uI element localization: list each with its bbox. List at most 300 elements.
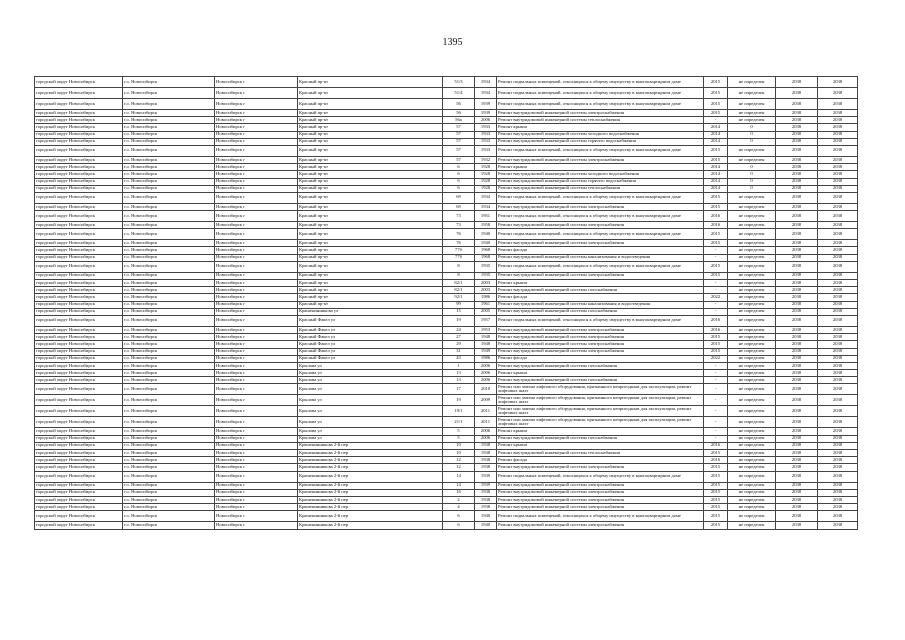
work-type-cell: Ремонт подвальных помещений, относящихся к общему имуществу в многоквартирном доме [497,88,704,99]
period-to-cell: 2038 [818,482,858,489]
fact-year-cell: не определен [728,99,776,110]
work-type-cell: Ремонт внутридомовой инженерной системы горячего водоснабжения [497,138,704,145]
table-row [35,229,858,240]
planned-year-cell: 2015 [704,145,728,156]
work-type-cell: Ремонт фасада [497,355,704,362]
table-row [35,428,858,435]
municipality-cell: городской округ Новосибирск [35,185,123,192]
locality-cell: Новосибирск г [215,261,298,272]
build-year-cell: 1938 [475,457,497,464]
period-to-cell: 2038 [818,185,858,192]
district-cell: г.о. Новосибирск [123,280,215,287]
work-type-cell: Ремонт фасада [497,294,704,301]
locality-cell: Новосибирск г [215,326,298,333]
locality-cell: Новосибирск г [215,229,298,240]
street-cell: Крылова ул [298,406,443,417]
locality-cell: Новосибирск г [215,496,298,503]
period-from-cell: 2038 [776,185,818,192]
work-type-cell: Ремонт крыши [497,442,704,449]
house-number-cell: 82/1 [443,287,475,294]
street-cell: Красный пр-кт [298,272,443,279]
planned-year-cell: 2016 [704,457,728,464]
period-to-cell: 2038 [818,355,858,362]
district-cell: г.о. Новосибирск [123,370,215,377]
period-to-cell: 2038 [818,117,858,124]
period-from-cell: 2038 [776,88,818,99]
planned-year-cell: 2016 [704,442,728,449]
planned-year-cell: 2015 [704,348,728,355]
work-type-cell: Ремонт подвальных помещений, относящихся к общему имуществу в многоквартирном доме [497,145,704,156]
table-row [35,301,858,308]
street-cell: Красный пр-кт [298,88,443,99]
table-row [35,315,858,326]
build-year-cell: 1928 [475,178,497,185]
build-year-cell: 2003 [475,287,497,294]
table-row [35,280,858,287]
district-cell: г.о. Новосибирск [123,496,215,503]
period-to-cell: 2038 [818,326,858,333]
street-cell: Красный пр-кт [298,124,443,131]
municipality-cell: городской округ Новосибирск [35,280,123,287]
district-cell: г.о. Новосибирск [123,203,215,210]
period-to-cell: 2038 [818,222,858,229]
street-cell: Крылова ул [298,435,443,442]
table-row [35,450,858,457]
planned-year-cell: 2015 [704,77,728,88]
work-type-cell: Ремонт подвальных помещений, относящихся к общему имуществу в многоквартирном доме [497,229,704,240]
table-row [35,138,858,145]
street-cell: Красный пр-кт [298,164,443,171]
work-type-cell: Ремонт или замена лифтового оборудования, признанного непригодным для эксплуатации, ремонт лифтовых шахт [497,384,704,395]
locality-cell: Новосибирск г [215,457,298,464]
period-from-cell: 2038 [776,171,818,178]
fact-year-cell: не определен [728,435,776,442]
build-year-cell: 2009 [475,395,497,406]
work-type-cell: Ремонт фасада [497,457,704,464]
municipality-cell: городской округ Новосибирск [35,522,123,529]
fact-year-cell: не определен [728,482,776,489]
district-cell: г.о. Новосибирск [123,254,215,261]
street-cell: Крашенинникова 2-й пер [298,504,443,511]
district-cell: г.о. Новосибирск [123,489,215,496]
municipality-cell: городской округ Новосибирск [35,435,123,442]
locality-cell: Новосибирск г [215,117,298,124]
street-cell: Крашенинникова 2-й пер [298,464,443,471]
house-number-cell: 73 [443,222,475,229]
work-type-cell: Ремонт фасада [497,247,704,254]
district-cell: г.о. Новосибирск [123,464,215,471]
municipality-cell: городской округ Новосибирск [35,203,123,210]
district-cell: г.о. Новосибирск [123,229,215,240]
locality-cell: Новосибирск г [215,192,298,203]
planned-year-cell: 2015 [704,450,728,457]
municipality-cell: городской округ Новосибирск [35,171,123,178]
build-year-cell: 1928 [475,185,497,192]
locality-cell: Новосибирск г [215,428,298,435]
street-cell: Крашенинникова ул [298,308,443,315]
street-cell: Крашенинникова 2-й пер [298,496,443,503]
work-type-cell: Ремонт подвальных помещений, относящихся к общему имуществу в многоквартирном доме [497,261,704,272]
municipality-cell: городской округ Новосибирск [35,450,123,457]
planned-year-cell: 2014 [704,185,728,192]
period-from-cell: 2038 [776,124,818,131]
street-cell: Красный пр-кт [298,254,443,261]
municipality-cell: городской округ Новосибирск [35,355,123,362]
period-to-cell: 2038 [818,88,858,99]
planned-year-cell: 2014 [704,131,728,138]
planned-year-cell: - [704,384,728,395]
planned-year-cell: 2014 [704,164,728,171]
municipality-cell: городской округ Новосибирск [35,395,123,406]
page-number: 1395 [442,37,463,48]
fact-year-cell: не определен [728,417,776,428]
work-type-cell: Ремонт внутридомовой инженерной системы электроснабжения [497,504,704,511]
fact-year-cell: не определен [728,156,776,163]
build-year-cell: 1934 [475,77,497,88]
period-to-cell: 2038 [818,229,858,240]
build-year-cell: 1951 [475,211,497,222]
period-to-cell: 2038 [818,164,858,171]
period-from-cell: 2038 [776,348,818,355]
build-year-cell: 1934 [475,203,497,210]
table-row [35,348,858,355]
locality-cell: Новосибирск г [215,240,298,247]
period-to-cell: 2038 [818,254,858,261]
period-to-cell: 2038 [818,211,858,222]
municipality-cell: городской округ Новосибирск [35,211,123,222]
period-to-cell: 2038 [818,334,858,341]
fact-year-cell: не определен [728,272,776,279]
house-number-cell: 13 [443,370,475,377]
period-from-cell: 2038 [776,504,818,511]
build-year-cell: 1961 [475,301,497,308]
fact-year-cell: 0 [728,124,776,131]
house-number-cell: 10 [443,442,475,449]
period-from-cell: 2038 [776,355,818,362]
period-to-cell: 2038 [818,457,858,464]
locality-cell: Новосибирск г [215,334,298,341]
build-year-cell: 2006 [475,362,497,369]
period-to-cell: 2038 [818,384,858,395]
municipality-cell: городской округ Новосибирск [35,308,123,315]
period-from-cell: 2038 [776,110,818,117]
street-cell: Красный пр-кт [298,131,443,138]
house-number-cell: 57 [443,156,475,163]
fact-year-cell: 0 [728,138,776,145]
work-type-cell: Ремонт подвальных помещений, относящихся к общему имуществу в многоквартирном доме [497,315,704,326]
planned-year-cell: 2015 [704,229,728,240]
locality-cell: Новосибирск г [215,138,298,145]
work-type-cell: Ремонт внутридомовой инженерной системы электроснабжения [497,326,704,333]
fact-year-cell: не определен [728,334,776,341]
locality-cell: Новосибирск г [215,185,298,192]
locality-cell: Новосибирск г [215,482,298,489]
fact-year-cell: не определен [728,471,776,482]
house-number-cell: 2 [443,496,475,503]
house-number-cell: 5 [443,428,475,435]
street-cell: Крылова ул [298,384,443,395]
build-year-cell: 2006 [475,377,497,384]
municipality-cell: городской округ Новосибирск [35,117,123,124]
table-row [35,522,858,529]
period-to-cell: 2038 [818,511,858,522]
planned-year-cell: 2014 [704,124,728,131]
period-to-cell: 2038 [818,247,858,254]
period-from-cell: 2038 [776,222,818,229]
build-year-cell: 2011 [475,406,497,417]
work-type-cell: Ремонт внутридомовой инженерной системы канализования и водоотведения [497,301,704,308]
street-cell: Красный пр-кт [298,117,443,124]
table-row [35,254,858,261]
fact-year-cell: не определен [728,211,776,222]
locality-cell: Новосибирск г [215,301,298,308]
street-cell: Красный пр-кт [298,203,443,210]
build-year-cell: 1968 [475,247,497,254]
locality-cell: Новосибирск г [215,315,298,326]
planned-year-cell: - [704,395,728,406]
district-cell: г.о. Новосибирск [123,326,215,333]
street-cell: Крылова ул [298,362,443,369]
house-number-cell: 12 [443,457,475,464]
house-number-cell: 14 [443,471,475,482]
planned-year-cell: 2015 [704,482,728,489]
locality-cell: Новосибирск г [215,88,298,99]
house-number-cell: 15 [443,308,475,315]
period-from-cell: 2038 [776,384,818,395]
build-year-cell: 1934 [475,88,497,99]
build-year-cell: 1940 [475,522,497,529]
fact-year-cell: не определен [728,450,776,457]
municipality-cell: городской округ Новосибирск [35,362,123,369]
period-from-cell: 2038 [776,457,818,464]
municipality-cell: городской округ Новосибирск [35,377,123,384]
build-year-cell: 1939 [475,482,497,489]
period-to-cell: 2038 [818,178,858,185]
work-type-cell: Ремонт подвальных помещений, относящихся к общему имуществу в многоквартирном доме [497,99,704,110]
municipality-cell: городской округ Новосибирск [35,261,123,272]
district-cell: г.о. Новосибирск [123,240,215,247]
municipality-cell: городской округ Новосибирск [35,301,123,308]
table-row [35,341,858,348]
period-to-cell: 2038 [818,294,858,301]
build-year-cell: 1934 [475,192,497,203]
municipality-cell: городской округ Новосибирск [35,240,123,247]
street-cell: Крашенинникова 2-й пер [298,489,443,496]
house-number-cell: 16 [443,489,475,496]
district-cell: г.о. Новосибирск [123,417,215,428]
fact-year-cell: не определен [728,511,776,522]
work-type-cell: Ремонт внутридомовой инженерной системы газоснабжения [497,308,704,315]
fact-year-cell: не определен [728,145,776,156]
build-year-cell: 1938 [475,450,497,457]
street-cell: Красный пр-кт [298,178,443,185]
street-cell: Красный пр-кт [298,171,443,178]
work-type-cell: Ремонт внутридомовой инженерной системы электроснабжения [497,240,704,247]
table-row [35,156,858,163]
district-cell: г.о. Новосибирск [123,406,215,417]
district-cell: г.о. Новосибирск [123,457,215,464]
locality-cell: Новосибирск г [215,417,298,428]
street-cell: Красный пр-кт [298,222,443,229]
house-number-cell: 19 [443,315,475,326]
build-year-cell: 1935 [475,261,497,272]
house-number-cell: 8 [443,261,475,272]
work-type-cell: Ремонт внутридомовой инженерной системы канализования и водоотведения [497,254,704,261]
district-cell: г.о. Новосибирск [123,164,215,171]
period-to-cell: 2038 [818,272,858,279]
district-cell: г.о. Новосибирск [123,315,215,326]
street-cell: Крылова ул [298,395,443,406]
house-number-cell: 6 [443,171,475,178]
district-cell: г.о. Новосибирск [123,178,215,185]
work-type-cell: Ремонт внутридомовой инженерной системы газоснабжения [497,362,704,369]
district-cell: г.о. Новосибирск [123,110,215,117]
build-year-cell: 1938 [475,496,497,503]
street-cell: Крылова ул [298,428,443,435]
planned-year-cell: - [704,254,728,261]
build-year-cell: 2003 [475,280,497,287]
period-to-cell: 2038 [818,489,858,496]
table-row [35,406,858,417]
district-cell: г.о. Новосибирск [123,247,215,254]
work-type-cell: Ремонт внутридомовой инженерной системы электроснабжения [497,341,704,348]
period-to-cell: 2038 [818,261,858,272]
locality-cell: Новосибирск г [215,406,298,417]
fact-year-cell: 0 [728,131,776,138]
fact-year-cell: не определен [728,355,776,362]
municipality-cell: городской округ Новосибирск [35,428,123,435]
build-year-cell: 2006 [475,117,497,124]
locality-cell: Новосибирск г [215,370,298,377]
work-type-cell: Ремонт внутридомовой инженерной системы газоснабжения [497,377,704,384]
house-number-cell: 57 [443,145,475,156]
build-year-cell: 1933 [475,138,497,145]
municipality-cell: городской округ Новосибирск [35,457,123,464]
locality-cell: Новосибирск г [215,362,298,369]
period-from-cell: 2038 [776,240,818,247]
period-to-cell: 2038 [818,315,858,326]
street-cell: Красный пр-кт [298,156,443,163]
period-to-cell: 2038 [818,131,858,138]
street-cell: Красный Факел ул [298,326,443,333]
street-cell: Красный пр-кт [298,99,443,110]
period-from-cell: 2038 [776,417,818,428]
work-type-cell: Ремонт крыши [497,428,704,435]
district-cell: г.о. Новосибирск [123,117,215,124]
period-from-cell: 2038 [776,164,818,171]
municipality-cell: городской округ Новосибирск [35,164,123,171]
locality-cell: Новосибирск г [215,341,298,348]
period-to-cell: 2038 [818,395,858,406]
period-to-cell: 2038 [818,377,858,384]
period-to-cell: 2038 [818,301,858,308]
planned-year-cell: 2015 [704,511,728,522]
table-row [35,171,858,178]
work-type-cell: Ремонт внутридомовой инженерной системы горячего водоснабжения [497,178,704,185]
locality-cell: Новосибирск г [215,464,298,471]
locality-cell: Новосибирск г [215,171,298,178]
build-year-cell: 2006 [475,370,497,377]
municipality-cell: городской округ Новосибирск [35,156,123,163]
planned-year-cell: 2015 [704,156,728,163]
planned-year-cell: - [704,287,728,294]
planned-year-cell: 2015 [704,334,728,341]
municipality-cell: городской округ Новосибирск [35,326,123,333]
house-number-cell: 10 [443,450,475,457]
house-number-cell: 73 [443,211,475,222]
work-type-cell: Ремонт внутридомовой инженерной системы холодного водоснабжения [497,131,704,138]
period-from-cell: 2038 [776,482,818,489]
period-to-cell: 2038 [818,428,858,435]
period-from-cell: 2038 [776,192,818,203]
municipality-cell: городской округ Новосибирск [35,504,123,511]
district-cell: г.о. Новосибирск [123,442,215,449]
build-year-cell: 1933 [475,124,497,131]
fact-year-cell: не определен [728,457,776,464]
fact-year-cell: не определен [728,496,776,503]
locality-cell: Новосибирск г [215,164,298,171]
locality-cell: Новосибирск г [215,272,298,279]
planned-year-cell: 2015 [704,464,728,471]
period-from-cell: 2038 [776,428,818,435]
work-type-cell: Ремонт внутридомовой инженерной системы газоснабжения [497,435,704,442]
build-year-cell: 1939 [475,110,497,117]
fact-year-cell: не определен [728,254,776,261]
district-cell: г.о. Новосибирск [123,222,215,229]
period-to-cell: 2038 [818,145,858,156]
district-cell: г.о. Новосибирск [123,156,215,163]
fact-year-cell: не определен [728,370,776,377]
district-cell: г.о. Новосибирск [123,99,215,110]
table-row [35,99,858,110]
fact-year-cell: 0 [728,171,776,178]
work-type-cell: Ремонт внутридомовой инженерной системы теплоснабжения [497,185,704,192]
locality-cell: Новосибирск г [215,131,298,138]
work-type-cell: Ремонт подвальных помещений, относящихся к общему имуществу в многоквартирном доме [497,77,704,88]
table-row [35,272,858,279]
locality-cell: Новосибирск г [215,203,298,210]
district-cell: г.о. Новосибирск [123,272,215,279]
work-type-cell: Ремонт внутридомовой инженерной системы электроснабжения [497,489,704,496]
planned-year-cell: 2015 [704,471,728,482]
locality-cell: Новосибирск г [215,178,298,185]
house-number-cell: 76 [443,229,475,240]
planned-year-cell: 2022 [704,294,728,301]
period-from-cell: 2038 [776,406,818,417]
fact-year-cell: не определен [728,192,776,203]
municipality-cell: городской округ Новосибирск [35,110,123,117]
planned-year-cell: 2015 [704,489,728,496]
house-number-cell: 92/1 [443,294,475,301]
work-type-cell: Ремонт крыши [497,280,704,287]
table-row [35,211,858,222]
district-cell: г.о. Новосибирск [123,450,215,457]
street-cell: Красный пр-кт [298,301,443,308]
period-from-cell: 2038 [776,471,818,482]
district-cell: г.о. Новосибирск [123,428,215,435]
house-number-cell: 12 [443,464,475,471]
period-from-cell: 2038 [776,294,818,301]
table-row [35,334,858,341]
planned-year-cell: 2015 [704,110,728,117]
work-type-cell: Ремонт внутридомовой инженерной системы теплоснабжения [497,117,704,124]
municipality-cell: городской округ Новосибирск [35,178,123,185]
period-to-cell: 2038 [818,308,858,315]
locality-cell: Новосибирск г [215,124,298,131]
fact-year-cell: не определен [728,301,776,308]
locality-cell: Новосибирск г [215,294,298,301]
planned-year-cell: 2015 [704,341,728,348]
